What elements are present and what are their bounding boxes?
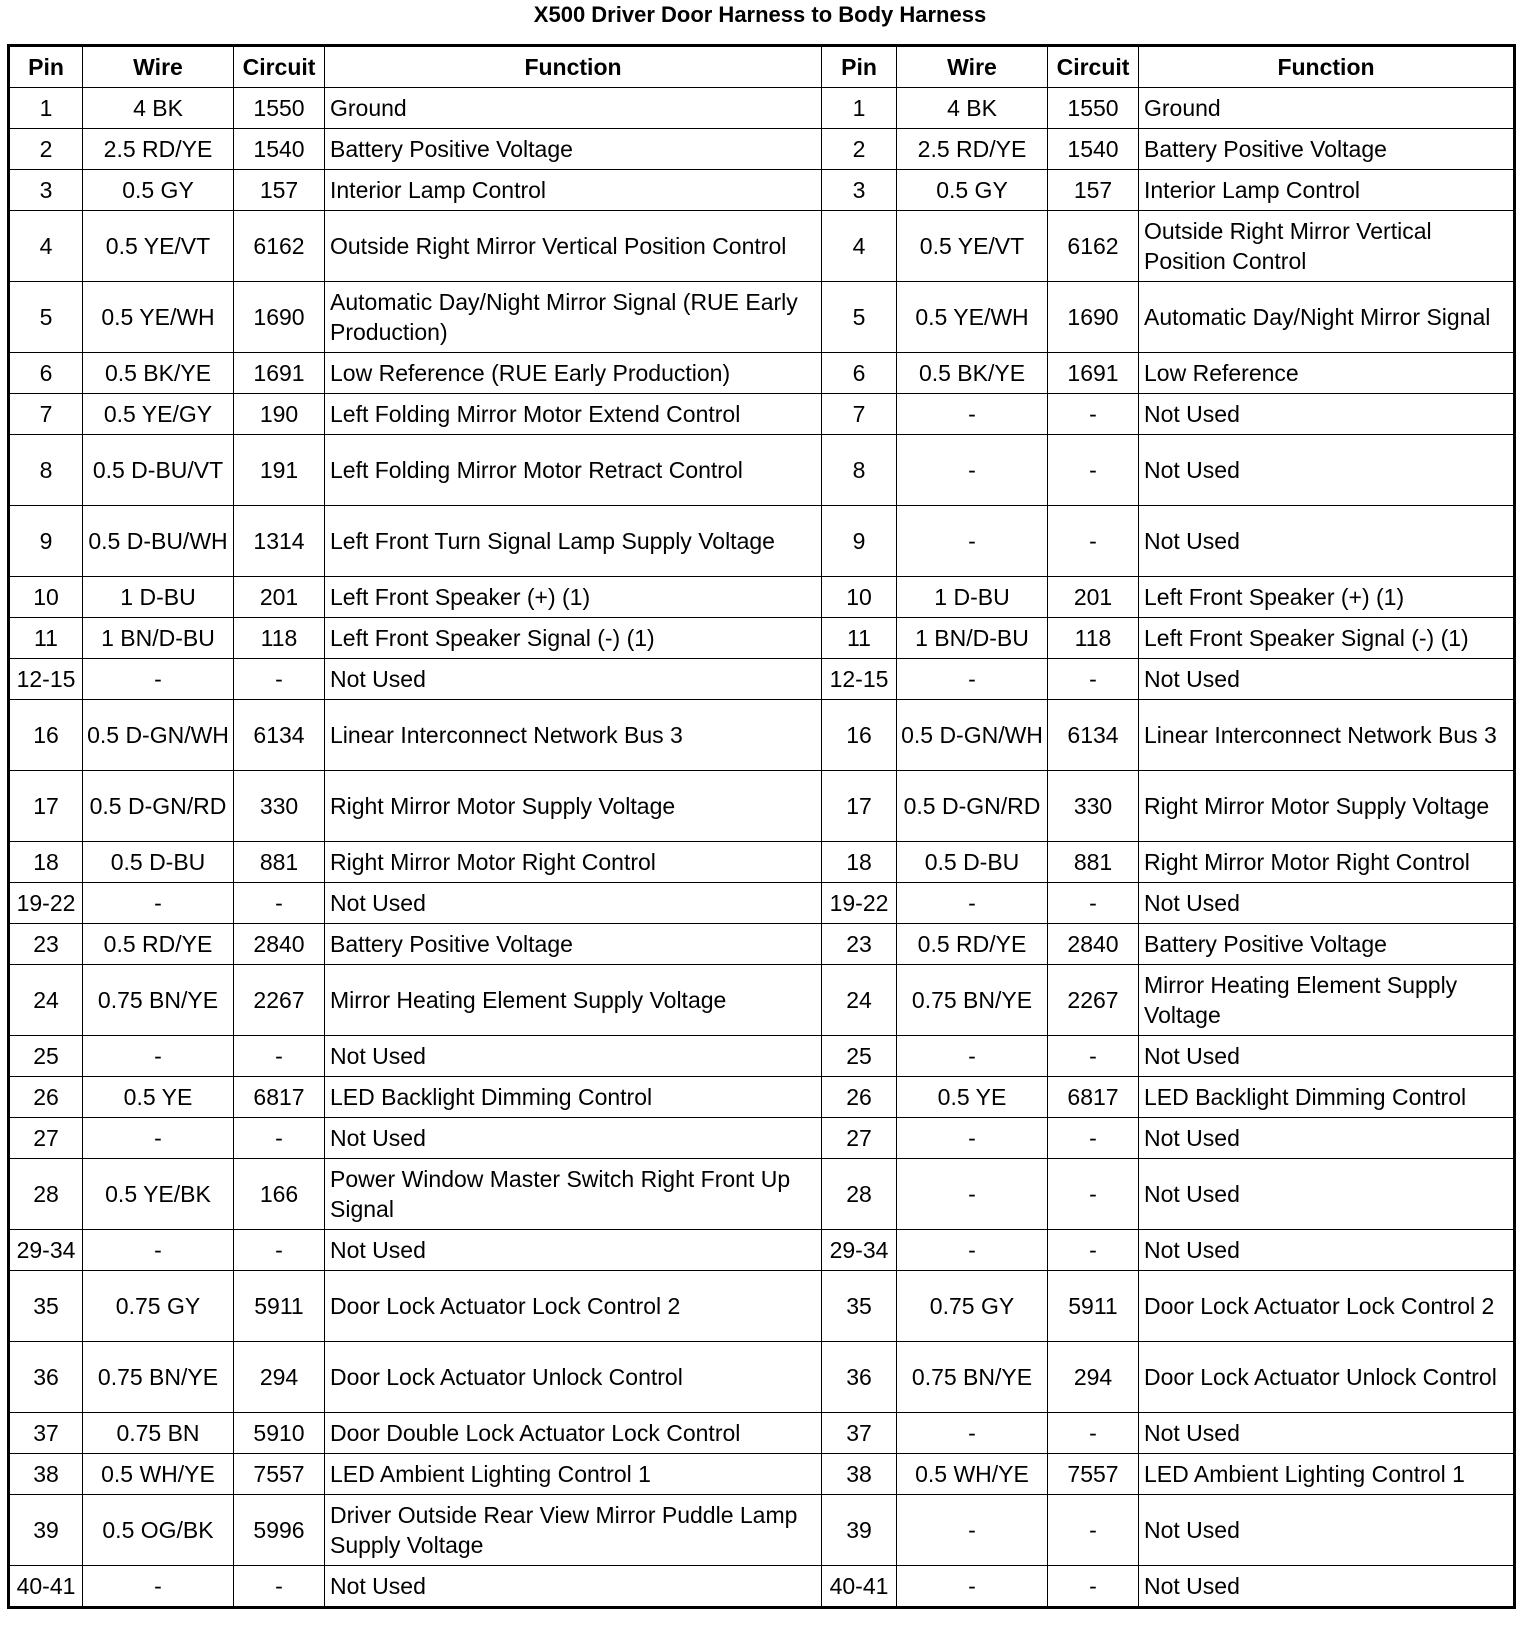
cell-pin-right: 25 <box>822 1036 897 1077</box>
cell-circuit-left: 157 <box>234 170 325 211</box>
table-row <box>9 1077 1515 1118</box>
cell-function-left: Not Used <box>325 1566 822 1608</box>
cell-circuit-right: 881 <box>1048 842 1139 883</box>
cell-circuit-left: 118 <box>234 618 325 659</box>
cell-circuit-right: - <box>1048 659 1139 700</box>
header-function: Function <box>1139 46 1515 88</box>
cell-circuit-left: 6134 <box>234 700 325 771</box>
cell-function-right: Door Lock Actuator Unlock Control <box>1139 1342 1515 1413</box>
cell-circuit-right: 7557 <box>1048 1454 1139 1495</box>
table-row <box>9 965 1515 1036</box>
cell-function-right: Not Used <box>1139 506 1515 577</box>
cell-function-left: Door Lock Actuator Unlock Control <box>325 1342 822 1413</box>
cell-pin-right: 3 <box>822 170 897 211</box>
cell-circuit-right: 1540 <box>1048 129 1139 170</box>
cell-function-left: Mirror Heating Element Supply Voltage <box>325 965 822 1036</box>
cell-wire-left: - <box>83 883 234 924</box>
header-pin: Pin <box>9 46 83 88</box>
cell-circuit-right: 2267 <box>1048 965 1139 1036</box>
table-row <box>9 1454 1515 1495</box>
cell-pin-left: 10 <box>9 577 83 618</box>
cell-circuit-left: 1690 <box>234 282 325 353</box>
cell-pin-left: 2 <box>9 129 83 170</box>
cell-pin-left: 24 <box>9 965 83 1036</box>
cell-circuit-right: - <box>1048 1495 1139 1566</box>
table-row <box>9 618 1515 659</box>
cell-pin-right: 27 <box>822 1118 897 1159</box>
table-header-row <box>9 46 1515 88</box>
cell-function-right: Not Used <box>1139 1230 1515 1271</box>
cell-function-right: Battery Positive Voltage <box>1139 129 1515 170</box>
cell-function-right: Automatic Day/Night Mirror Signal <box>1139 282 1515 353</box>
cell-wire-right: 0.5 YE/WH <box>897 282 1048 353</box>
table-row <box>9 1342 1515 1413</box>
cell-pin-left: 7 <box>9 394 83 435</box>
table-row <box>9 1413 1515 1454</box>
cell-pin-right: 37 <box>822 1413 897 1454</box>
cell-function-right: Not Used <box>1139 1566 1515 1608</box>
cell-function-left: Left Folding Mirror Motor Extend Control <box>325 394 822 435</box>
cell-pin-right: 39 <box>822 1495 897 1566</box>
cell-circuit-right: - <box>1048 394 1139 435</box>
cell-wire-left: 0.5 GY <box>83 170 234 211</box>
cell-wire-right: 0.5 YE/VT <box>897 211 1048 282</box>
cell-function-right: Right Mirror Motor Right Control <box>1139 842 1515 883</box>
cell-function-left: LED Ambient Lighting Control 1 <box>325 1454 822 1495</box>
table-row <box>9 170 1515 211</box>
cell-pin-right: 9 <box>822 506 897 577</box>
cell-function-right: Right Mirror Motor Supply Voltage <box>1139 771 1515 842</box>
cell-pin-left: 36 <box>9 1342 83 1413</box>
cell-circuit-left: - <box>234 1230 325 1271</box>
cell-circuit-right: - <box>1048 1566 1139 1608</box>
cell-pin-left: 17 <box>9 771 83 842</box>
cell-wire-left: 0.5 D-GN/RD <box>83 771 234 842</box>
cell-wire-left: 0.5 D-BU <box>83 842 234 883</box>
cell-wire-right: 0.5 D-BU <box>897 842 1048 883</box>
cell-function-right: Battery Positive Voltage <box>1139 924 1515 965</box>
cell-circuit-left: 6817 <box>234 1077 325 1118</box>
cell-pin-left: 26 <box>9 1077 83 1118</box>
cell-wire-left: 0.75 BN/YE <box>83 1342 234 1413</box>
cell-pin-right: 19-22 <box>822 883 897 924</box>
cell-wire-left: 0.5 D-BU/WH <box>83 506 234 577</box>
table-row <box>9 1159 1515 1230</box>
cell-wire-right: - <box>897 1566 1048 1608</box>
cell-function-left: Automatic Day/Night Mirror Signal (RUE Early Production) <box>325 282 822 353</box>
cell-pin-left: 27 <box>9 1118 83 1159</box>
cell-circuit-left: 1314 <box>234 506 325 577</box>
cell-circuit-left: 2267 <box>234 965 325 1036</box>
cell-wire-right: 0.5 D-GN/WH <box>897 700 1048 771</box>
header-function: Function <box>325 46 822 88</box>
cell-circuit-right: - <box>1048 435 1139 506</box>
cell-function-right: Left Front Speaker (+) (1) <box>1139 577 1515 618</box>
table-row <box>9 353 1515 394</box>
cell-circuit-left: 1550 <box>234 88 325 129</box>
cell-function-left: Driver Outside Rear View Mirror Puddle Lamp Supply Voltage <box>325 1495 822 1566</box>
table-row <box>9 211 1515 282</box>
cell-wire-left: - <box>83 1118 234 1159</box>
cell-pin-right: 7 <box>822 394 897 435</box>
header-circuit: Circuit <box>234 46 325 88</box>
cell-wire-left: - <box>83 1566 234 1608</box>
cell-function-right: Not Used <box>1139 1118 1515 1159</box>
cell-wire-right: 1 D-BU <box>897 577 1048 618</box>
table-row <box>9 842 1515 883</box>
cell-wire-right: 0.5 GY <box>897 170 1048 211</box>
cell-pin-left: 8 <box>9 435 83 506</box>
table-row <box>9 506 1515 577</box>
cell-function-right: LED Ambient Lighting Control 1 <box>1139 1454 1515 1495</box>
cell-circuit-left: 5996 <box>234 1495 325 1566</box>
cell-wire-left: - <box>83 1036 234 1077</box>
table-row <box>9 435 1515 506</box>
cell-function-left: Right Mirror Motor Supply Voltage <box>325 771 822 842</box>
cell-function-left: Right Mirror Motor Right Control <box>325 842 822 883</box>
cell-pin-right: 36 <box>822 1342 897 1413</box>
cell-circuit-right: - <box>1048 1413 1139 1454</box>
cell-wire-left: 0.75 BN <box>83 1413 234 1454</box>
table-row <box>9 129 1515 170</box>
cell-circuit-left: 6162 <box>234 211 325 282</box>
cell-pin-right: 8 <box>822 435 897 506</box>
cell-wire-right: 0.5 D-GN/RD <box>897 771 1048 842</box>
cell-wire-left: 0.5 YE/GY <box>83 394 234 435</box>
cell-wire-left: 1 D-BU <box>83 577 234 618</box>
cell-circuit-left: - <box>234 1036 325 1077</box>
cell-function-right: Not Used <box>1139 435 1515 506</box>
cell-wire-right: 4 BK <box>897 88 1048 129</box>
cell-function-right: Not Used <box>1139 1413 1515 1454</box>
cell-pin-right: 23 <box>822 924 897 965</box>
cell-wire-right: - <box>897 1118 1048 1159</box>
cell-pin-right: 5 <box>822 282 897 353</box>
cell-pin-left: 3 <box>9 170 83 211</box>
cell-function-right: Not Used <box>1139 883 1515 924</box>
cell-circuit-left: - <box>234 883 325 924</box>
cell-function-right: Ground <box>1139 88 1515 129</box>
cell-function-left: LED Backlight Dimming Control <box>325 1077 822 1118</box>
cell-pin-right: 38 <box>822 1454 897 1495</box>
cell-circuit-right: - <box>1048 1159 1139 1230</box>
cell-circuit-left: 1691 <box>234 353 325 394</box>
cell-pin-right: 17 <box>822 771 897 842</box>
header-wire: Wire <box>897 46 1048 88</box>
cell-wire-left: 0.5 WH/YE <box>83 1454 234 1495</box>
cell-circuit-right: 6817 <box>1048 1077 1139 1118</box>
cell-pin-left: 28 <box>9 1159 83 1230</box>
cell-pin-right: 28 <box>822 1159 897 1230</box>
cell-circuit-left: 2840 <box>234 924 325 965</box>
cell-pin-left: 23 <box>9 924 83 965</box>
cell-wire-left: 0.5 YE <box>83 1077 234 1118</box>
cell-wire-right: 0.5 WH/YE <box>897 1454 1048 1495</box>
cell-pin-left: 37 <box>9 1413 83 1454</box>
cell-function-left: Not Used <box>325 883 822 924</box>
cell-wire-left: 1 BN/D-BU <box>83 618 234 659</box>
table-row <box>9 1230 1515 1271</box>
cell-pin-left: 29-34 <box>9 1230 83 1271</box>
table-row <box>9 700 1515 771</box>
table-row <box>9 1495 1515 1566</box>
table-row <box>9 394 1515 435</box>
cell-wire-left: 0.5 YE/WH <box>83 282 234 353</box>
cell-function-right: LED Backlight Dimming Control <box>1139 1077 1515 1118</box>
cell-function-right: Not Used <box>1139 1159 1515 1230</box>
cell-pin-left: 39 <box>9 1495 83 1566</box>
cell-circuit-left: 881 <box>234 842 325 883</box>
cell-pin-right: 29-34 <box>822 1230 897 1271</box>
harness-pinout-table <box>7 44 1516 1609</box>
cell-circuit-left: 191 <box>234 435 325 506</box>
cell-function-left: Not Used <box>325 1230 822 1271</box>
table-row <box>9 88 1515 129</box>
cell-wire-left: 0.5 YE/BK <box>83 1159 234 1230</box>
cell-function-right: Not Used <box>1139 1495 1515 1566</box>
header-pin: Pin <box>822 46 897 88</box>
cell-function-right: Low Reference <box>1139 353 1515 394</box>
cell-wire-right: - <box>897 1495 1048 1566</box>
table-row <box>9 924 1515 965</box>
cell-function-left: Battery Positive Voltage <box>325 924 822 965</box>
cell-function-left: Low Reference (RUE Early Production) <box>325 353 822 394</box>
cell-function-left: Left Front Speaker (+) (1) <box>325 577 822 618</box>
cell-function-left: Left Front Turn Signal Lamp Supply Voltage <box>325 506 822 577</box>
cell-circuit-right: 118 <box>1048 618 1139 659</box>
cell-circuit-right: 1691 <box>1048 353 1139 394</box>
cell-pin-right: 26 <box>822 1077 897 1118</box>
cell-circuit-right: 2840 <box>1048 924 1139 965</box>
cell-wire-left: 0.5 YE/VT <box>83 211 234 282</box>
cell-pin-right: 24 <box>822 965 897 1036</box>
table-row <box>9 659 1515 700</box>
cell-circuit-right: 6134 <box>1048 700 1139 771</box>
cell-function-left: Battery Positive Voltage <box>325 129 822 170</box>
cell-pin-left: 35 <box>9 1271 83 1342</box>
cell-wire-right: 0.5 YE <box>897 1077 1048 1118</box>
table-row <box>9 1118 1515 1159</box>
table-row <box>9 1566 1515 1608</box>
cell-wire-right: - <box>897 1036 1048 1077</box>
cell-function-right: Not Used <box>1139 1036 1515 1077</box>
cell-circuit-left: 5910 <box>234 1413 325 1454</box>
cell-wire-right: - <box>897 1413 1048 1454</box>
cell-function-right: Door Lock Actuator Lock Control 2 <box>1139 1271 1515 1342</box>
cell-wire-right: - <box>897 435 1048 506</box>
table-row <box>9 1036 1515 1077</box>
cell-wire-left: - <box>83 659 234 700</box>
cell-function-left: Interior Lamp Control <box>325 170 822 211</box>
table-row <box>9 282 1515 353</box>
cell-function-right: Not Used <box>1139 394 1515 435</box>
cell-pin-left: 5 <box>9 282 83 353</box>
cell-function-right: Left Front Speaker Signal (-) (1) <box>1139 618 1515 659</box>
table-row <box>9 883 1515 924</box>
cell-pin-right: 18 <box>822 842 897 883</box>
cell-wire-right: 0.75 GY <box>897 1271 1048 1342</box>
cell-circuit-left: 166 <box>234 1159 325 1230</box>
cell-wire-left: 0.75 GY <box>83 1271 234 1342</box>
cell-pin-left: 40-41 <box>9 1566 83 1608</box>
cell-pin-left: 4 <box>9 211 83 282</box>
cell-pin-right: 1 <box>822 88 897 129</box>
cell-function-right: Mirror Heating Element Supply Voltage <box>1139 965 1515 1036</box>
cell-wire-left: 0.75 BN/YE <box>83 965 234 1036</box>
cell-function-left: Outside Right Mirror Vertical Position Control <box>325 211 822 282</box>
cell-function-right: Not Used <box>1139 659 1515 700</box>
cell-wire-right: 0.75 BN/YE <box>897 1342 1048 1413</box>
cell-wire-left: - <box>83 1230 234 1271</box>
cell-circuit-left: 7557 <box>234 1454 325 1495</box>
cell-wire-right: 0.75 BN/YE <box>897 965 1048 1036</box>
header-wire: Wire <box>83 46 234 88</box>
cell-circuit-right: - <box>1048 1230 1139 1271</box>
cell-circuit-left: - <box>234 659 325 700</box>
cell-circuit-right: 330 <box>1048 771 1139 842</box>
header-circuit: Circuit <box>1048 46 1139 88</box>
cell-wire-left: 0.5 OG/BK <box>83 1495 234 1566</box>
cell-function-left: Linear Interconnect Network Bus 3 <box>325 700 822 771</box>
cell-circuit-left: 1540 <box>234 129 325 170</box>
cell-circuit-left: 190 <box>234 394 325 435</box>
cell-wire-right: - <box>897 1159 1048 1230</box>
cell-pin-right: 6 <box>822 353 897 394</box>
cell-function-left: Ground <box>325 88 822 129</box>
cell-circuit-left: 201 <box>234 577 325 618</box>
cell-circuit-right: 294 <box>1048 1342 1139 1413</box>
table-row <box>9 771 1515 842</box>
cell-wire-left: 4 BK <box>83 88 234 129</box>
cell-pin-left: 9 <box>9 506 83 577</box>
cell-pin-left: 25 <box>9 1036 83 1077</box>
cell-circuit-left: - <box>234 1118 325 1159</box>
cell-circuit-left: - <box>234 1566 325 1608</box>
cell-pin-right: 11 <box>822 618 897 659</box>
cell-circuit-right: - <box>1048 506 1139 577</box>
cell-circuit-right: 157 <box>1048 170 1139 211</box>
cell-circuit-right: 1550 <box>1048 88 1139 129</box>
cell-circuit-right: 1690 <box>1048 282 1139 353</box>
cell-circuit-left: 294 <box>234 1342 325 1413</box>
cell-function-right: Linear Interconnect Network Bus 3 <box>1139 700 1515 771</box>
cell-pin-right: 40-41 <box>822 1566 897 1608</box>
cell-wire-left: 0.5 D-GN/WH <box>83 700 234 771</box>
cell-function-left: Door Lock Actuator Lock Control 2 <box>325 1271 822 1342</box>
cell-function-left: Not Used <box>325 659 822 700</box>
table-row <box>9 1271 1515 1342</box>
cell-circuit-right: - <box>1048 883 1139 924</box>
cell-pin-left: 6 <box>9 353 83 394</box>
cell-function-right: Outside Right Mirror Vertical Position Control <box>1139 211 1515 282</box>
cell-wire-right: - <box>897 394 1048 435</box>
cell-pin-right: 35 <box>822 1271 897 1342</box>
cell-wire-right: 2.5 RD/YE <box>897 129 1048 170</box>
cell-wire-right: - <box>897 1230 1048 1271</box>
cell-wire-right: 0.5 BK/YE <box>897 353 1048 394</box>
cell-wire-right: 1 BN/D-BU <box>897 618 1048 659</box>
cell-pin-right: 12-15 <box>822 659 897 700</box>
cell-circuit-left: 5911 <box>234 1271 325 1342</box>
cell-function-left: Left Front Speaker Signal (-) (1) <box>325 618 822 659</box>
cell-pin-right: 2 <box>822 129 897 170</box>
cell-wire-right: 0.5 RD/YE <box>897 924 1048 965</box>
cell-pin-left: 38 <box>9 1454 83 1495</box>
cell-pin-right: 16 <box>822 700 897 771</box>
cell-function-left: Left Folding Mirror Motor Retract Control <box>325 435 822 506</box>
cell-circuit-right: 201 <box>1048 577 1139 618</box>
cell-function-left: Power Window Master Switch Right Front Up Signal <box>325 1159 822 1230</box>
cell-pin-left: 1 <box>9 88 83 129</box>
cell-pin-right: 4 <box>822 211 897 282</box>
cell-pin-left: 19-22 <box>9 883 83 924</box>
cell-wire-right: - <box>897 659 1048 700</box>
cell-wire-left: 2.5 RD/YE <box>83 129 234 170</box>
cell-function-right: Interior Lamp Control <box>1139 170 1515 211</box>
cell-wire-right: - <box>897 506 1048 577</box>
cell-pin-left: 12-15 <box>9 659 83 700</box>
cell-wire-left: 0.5 BK/YE <box>83 353 234 394</box>
cell-function-left: Not Used <box>325 1118 822 1159</box>
cell-wire-right: - <box>897 883 1048 924</box>
cell-circuit-right: 6162 <box>1048 211 1139 282</box>
cell-pin-left: 11 <box>9 618 83 659</box>
cell-circuit-left: 330 <box>234 771 325 842</box>
cell-function-left: Not Used <box>325 1036 822 1077</box>
cell-circuit-right: - <box>1048 1118 1139 1159</box>
cell-circuit-right: - <box>1048 1036 1139 1077</box>
cell-function-left: Door Double Lock Actuator Lock Control <box>325 1413 822 1454</box>
table-row <box>9 577 1515 618</box>
page-title: X500 Driver Door Harness to Body Harness <box>533 2 987 27</box>
cell-pin-left: 18 <box>9 842 83 883</box>
cell-pin-right: 10 <box>822 577 897 618</box>
cell-wire-left: 0.5 RD/YE <box>83 924 234 965</box>
cell-wire-left: 0.5 D-BU/VT <box>83 435 234 506</box>
cell-pin-left: 16 <box>9 700 83 771</box>
cell-circuit-right: 5911 <box>1048 1271 1139 1342</box>
